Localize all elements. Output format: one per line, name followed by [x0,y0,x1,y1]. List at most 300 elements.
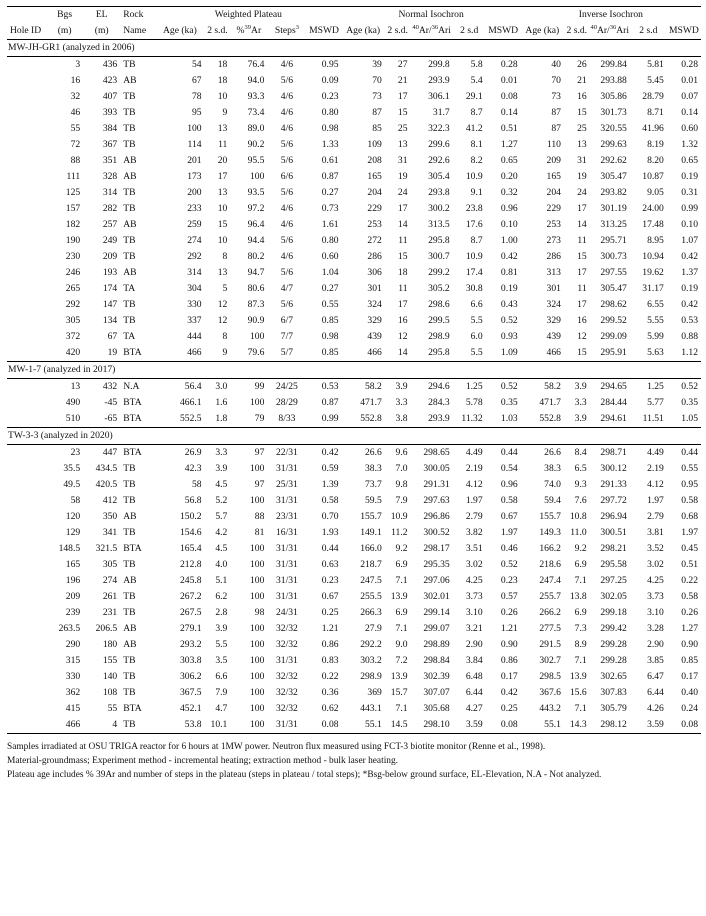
table-row [7,265,701,281]
cell-normal-mswd: 1.97 [500,527,518,538]
cell-normal-ar-ratio: 297.06 [423,575,450,586]
cell-inverse-mswd: 0.99 [681,203,698,214]
cell-inverse-ratio-2sd: 19.62 [642,267,664,278]
cell-normal-mswd: 0.26 [500,607,518,618]
cell-rock-name: TB [123,559,136,570]
cell-inverse-ratio-2sd: 6.55 [647,299,664,310]
cell-inverse-age: 439 [546,331,561,342]
cell-inverse-ratio-2sd: 3.81 [647,527,664,538]
cell-inverse-mswd: 0.68 [681,511,698,522]
cell-normal-ratio-2sd: 2.90 [465,639,483,650]
cell-plateau-age: 279.1 [180,623,202,634]
cell-plateau-steps: 8/33 [278,413,296,424]
cell-inverse-mswd: 1.05 [681,413,698,424]
cell-plateau-age: 267.5 [180,607,202,618]
cell-normal-ar-ratio: 300.7 [428,251,450,262]
cell-inverse-2sd: 3.9 [574,413,587,424]
cell-bgs: 209 [65,591,81,602]
cell-plateau-pct-ar: 73.4 [247,107,265,118]
cell-normal-ratio-2sd: 3.84 [465,655,483,666]
cell-plateau-2sd: 13 [217,267,228,278]
cell-inverse-2sd: 7.1 [574,703,587,714]
cell-inverse-ar-ratio: 298.62 [600,299,627,310]
cell-el: 249 [102,235,118,246]
cell-rock-name: TB [123,591,136,602]
table-row [7,557,701,573]
cell-hole-id [7,153,46,169]
cell-hole-id [7,313,46,329]
cell-plateau-mswd: 0.85 [321,347,339,358]
cell-inverse-ar-ratio: 301.19 [600,203,627,214]
cell-inverse-mswd: 0.22 [681,575,698,586]
cell-inverse-age: 466 [546,347,561,358]
cell-normal-mswd: 0.52 [500,381,518,392]
cell-plateau-steps: 5/6 [280,187,294,198]
cell-inverse-ratio-2sd: 3.59 [630,717,667,734]
cell-rock-name: TB [123,463,136,474]
note-plateau: Plateau age includes % 39Ar and number of steps in the plateau (steps in plateau / total steps); *Bsg-below ground surface, EL-Elevation, N.A - Not analyzed. [7,770,602,780]
cell-plateau-2sd: 6.2 [215,591,228,602]
cell-plateau-mswd: 0.80 [321,235,339,246]
cell-bgs: 466 [46,717,83,734]
cell-normal-ratio-2sd: 3.51 [465,543,483,554]
cell-plateau-age: 466 [187,347,202,358]
cell-inverse-2sd: 12 [577,331,587,342]
cell-normal-ar-ratio: 322.3 [428,123,450,134]
section-header [7,40,701,57]
cell-inverse-ratio-2sd: 4.49 [647,447,664,458]
cell-inverse-age: 277.5 [539,623,561,634]
cell-normal-2sd: 24 [397,187,408,198]
cell-normal-2sd: 31 [397,155,408,166]
cell-plateau-2sd: 5 [222,283,228,294]
cell-normal-ratio-2sd: 3.10 [465,607,483,618]
cell-inverse-ratio-2sd: 8.95 [647,235,664,246]
cell-rock-name: TB [123,107,136,118]
cell-plateau-pct-ar: 89.0 [247,123,265,134]
cell-bgs: 265 [65,283,81,294]
table-row [7,541,701,557]
cell-el: 155 [102,655,118,666]
cell-plateau-steps: 32/32 [276,639,298,650]
cell-plateau-mswd: 1.21 [321,623,339,634]
header-row-1 [7,7,701,24]
cell-normal-ratio-2sd: 17.4 [465,267,483,278]
cell-inverse-ar-ratio: 302.65 [600,671,627,682]
cell-rock-name: TB [123,315,136,326]
cell-plateau-age: 154.6 [180,527,202,538]
cell-inverse-age: 286 [546,251,561,262]
cell-inverse-ar-ratio: 298.12 [590,717,630,734]
cell-inverse-mswd: 0.01 [681,75,698,86]
cell-normal-age: 55.1 [342,717,385,734]
cell-rock-name: TB [120,717,155,734]
cell-normal-mswd: 0.58 [500,495,518,506]
cell-normal-mswd: 0.51 [500,123,518,134]
cell-plateau-steps: 5/6 [280,299,294,310]
cell-inverse-2sd: 8.4 [574,447,587,458]
cell-inverse-ratio-2sd: 2.19 [647,463,664,474]
cell-bgs: 3 [75,59,81,70]
cell-inverse-2sd: 15.6 [569,687,587,698]
cell-inverse-2sd: 3.3 [574,397,587,408]
header-el: EL [83,7,120,24]
cell-normal-mswd: 0.10 [500,219,518,230]
cell-plateau-age: 95 [192,107,202,118]
cell-plateau-2sd: 3.9 [215,623,228,634]
cell-bgs: 125 [65,187,81,198]
cell-plateau-pct-ar: 100 [249,639,265,650]
cell-inverse-2sd: 17 [577,267,587,278]
cell-bgs: 72 [70,139,81,150]
cell-inverse-2sd: 8.9 [574,639,587,650]
header-normal-ar-ratio: $^{40}$Ar/$^{36}$Ari [411,23,453,40]
cell-inverse-2sd: 31 [577,155,587,166]
cell-inverse-ar-ratio: 293.88 [600,75,627,86]
cell-hole-id [7,345,46,362]
cell-inverse-ratio-2sd: 4.26 [647,703,664,714]
cell-plateau-2sd: 6.6 [215,671,228,682]
cell-plateau-steps: 31/31 [276,591,298,602]
cell-inverse-ratio-2sd: 31.17 [642,283,664,294]
cell-inverse-age: 313 [546,267,561,278]
cell-hole-id [7,137,46,153]
cell-inverse-mswd: 0.52 [681,381,698,392]
cell-inverse-ratio-2sd: 6.47 [647,671,664,682]
cell-plateau-mswd: 0.42 [321,447,339,458]
cell-normal-age: 218.7 [360,559,382,570]
cell-normal-2sd: 17 [397,299,408,310]
cell-plateau-steps: 31/31 [276,559,298,570]
cell-plateau-age: 165.4 [180,543,202,554]
cell-plateau-mswd: 0.67 [321,591,339,602]
table-row [7,445,701,462]
cell-rock-name: TB [123,527,136,538]
cell-plateau-2sd: 11 [218,139,228,150]
header-row-2 [7,23,701,40]
table-row [7,345,701,362]
cell-inverse-ar-ratio: 299.09 [600,331,627,342]
cell-rock-name: AB [123,511,137,522]
cell-inverse-ar-ratio: 295.58 [600,559,627,570]
cell-bgs: 510 [65,413,81,424]
cell-hole-id [7,637,46,653]
cell-inverse-ar-ratio: 296.94 [600,511,627,522]
header-normal-mswd: MSWD [486,23,521,40]
cell-plateau-steps: 4/6 [280,251,294,262]
cell-normal-2sd: 19 [397,171,408,182]
cell-normal-age: 471.7 [360,397,382,408]
cell-el: 282 [102,203,118,214]
cell-normal-age: 292.2 [360,639,382,650]
cell-normal-ratio-2sd: 4.49 [465,447,483,458]
cell-plateau-steps: 6/6 [280,171,294,182]
cell-bgs: 330 [65,671,81,682]
cell-normal-age: 466 [367,347,382,358]
cell-bgs: 196 [65,575,81,586]
cell-normal-ratio-2sd: 2.79 [465,511,483,522]
cell-inverse-ar-ratio: 299.52 [600,315,627,326]
cell-plateau-2sd: 10 [217,91,228,102]
cell-normal-2sd: 13.9 [390,671,408,682]
cell-inverse-2sd: 7.3 [574,623,587,634]
cell-normal-mswd: 0.67 [500,511,518,522]
cell-hole-id [7,461,46,477]
cell-plateau-steps: 6/7 [280,315,294,326]
cell-el: 447 [102,447,118,458]
cell-inverse-mswd: 0.31 [681,187,698,198]
cell-inverse-age: 209 [546,155,561,166]
cell-plateau-mswd: 0.61 [321,155,339,166]
cell-normal-age: 166.0 [360,543,382,554]
cell-plateau-steps: 7/7 [280,331,294,342]
cell-normal-age: 272 [367,235,382,246]
cell-normal-mswd: 1.27 [500,139,518,150]
cell-hole-id [7,57,46,74]
cell-bgs: 148.5 [58,543,81,554]
table-row [7,57,701,74]
cell-inverse-age: 302.7 [539,655,561,666]
cell-normal-ratio-2sd: 6.0 [470,331,483,342]
cell-rock-name: TB [123,139,136,150]
cell-hole-id [7,445,46,462]
header-normal-2sd: 2 s.d. [385,23,411,40]
cell-normal-mswd: 0.52 [500,559,518,570]
cell-plateau-steps: 31/31 [276,575,298,586]
header-normal-isochron: Normal Isochron [342,7,521,24]
cell-plateau-age: 267.2 [180,591,202,602]
cell-plateau-pct-ar: 100 [249,591,265,602]
cell-plateau-2sd: 15 [217,219,228,230]
cell-inverse-age: 253 [546,219,561,230]
cell-inverse-2sd: 13 [577,139,587,150]
cell-plateau-age: 444 [187,331,202,342]
cell-plateau-age: 56.4 [184,381,202,392]
cell-normal-mswd: 0.35 [500,397,518,408]
cell-plateau-mswd: 0.83 [321,655,339,666]
cell-rock-name: AB [123,267,137,278]
cell-normal-ar-ratio: 299.07 [423,623,450,634]
cell-normal-2sd: 3.3 [395,397,408,408]
cell-normal-mswd: 0.42 [500,251,518,262]
cell-plateau-age: 200 [187,187,202,198]
cell-el: -45 [104,397,118,408]
cell-plateau-pct-ar: 100 [249,171,265,182]
cell-rock-name: TB [123,123,136,134]
cell-normal-ratio-2sd: 4.25 [465,575,483,586]
cell-normal-age: 39 [372,59,382,70]
cell-plateau-mswd: 0.36 [321,687,339,698]
cell-plateau-pct-ar: 100 [230,717,267,734]
cell-normal-2sd: 7.1 [395,703,408,714]
cell-plateau-age: 78 [192,91,202,102]
table-row [7,233,701,249]
cell-inverse-ar-ratio: 301.73 [600,107,627,118]
cell-inverse-mswd: 1.97 [681,527,698,538]
note-irradiation: Samples irradiated at OSU TRIGA reactor for 6 hours at 1MW power. Neutron flux measured using FCT-3 biotite monitor (Renne et al., 1998). [7,742,546,752]
cell-inverse-ar-ratio: 298.21 [600,543,627,554]
cell-bgs: 239 [65,607,81,618]
cell-inverse-2sd: 6.9 [574,559,587,570]
cell-inverse-ratio-2sd: 41.96 [642,123,664,134]
cell-normal-age: 443.1 [360,703,382,714]
cell-normal-age: 26.6 [364,447,382,458]
cell-inverse-ar-ratio: 299.84 [600,59,627,70]
cell-hole-id [7,541,46,557]
cell-normal-ratio-2sd: 5.5 [470,347,483,358]
cell-plateau-pct-ar: 90.9 [247,315,265,326]
cell-normal-ratio-2sd: 9.1 [470,187,483,198]
cell-hole-id [7,217,46,233]
cell-inverse-2sd: 7.6 [574,495,587,506]
table-row [7,461,701,477]
cell-plateau-age: 53.8 [155,717,204,734]
cell-inverse-ar-ratio: 298.71 [600,447,627,458]
cell-bgs: 190 [65,235,81,246]
cell-inverse-mswd: 0.58 [681,591,698,602]
cell-plateau-2sd: 3.0 [215,381,228,392]
cell-plateau-2sd: 5.7 [215,511,228,522]
cell-inverse-2sd: 9.3 [574,479,587,490]
cell-normal-2sd: 15.7 [390,687,408,698]
cell-plateau-2sd: 7.9 [215,687,228,698]
cell-normal-2sd: 7.1 [395,575,408,586]
cell-normal-ar-ratio: 305.4 [428,171,450,182]
cell-normal-age: 204 [367,187,382,198]
cell-plateau-pct-ar: 96.4 [247,219,265,230]
cell-inverse-age: 301 [546,283,561,294]
cell-normal-ar-ratio: 299.8 [428,59,450,70]
cell-plateau-steps: 31/31 [276,543,298,554]
cell-normal-ratio-2sd: 8.2 [470,155,483,166]
cell-inverse-age: 291.5 [539,639,561,650]
cell-normal-mswd: 0.01 [500,75,518,86]
cell-el: 407 [102,91,118,102]
cell-normal-ar-ratio: 305.2 [428,283,450,294]
cell-plateau-mswd: 0.59 [321,463,339,474]
cell-inverse-ar-ratio: 302.05 [600,591,627,602]
cell-inverse-2sd: 10.8 [569,511,587,522]
cell-normal-age: 255.5 [360,591,382,602]
table-row [7,297,701,313]
table-row [7,73,701,89]
cell-inverse-age: 87 [551,107,561,118]
cell-normal-ratio-2sd: 6.48 [465,671,483,682]
cell-normal-2sd: 7.9 [395,495,408,506]
cell-normal-ratio-2sd: 41.2 [465,123,483,134]
cell-normal-2sd: 14 [397,347,408,358]
cell-plateau-2sd: 18 [217,75,228,86]
header-inverse-age: Age (ka) [521,23,564,40]
cell-el: 231 [102,607,118,618]
cell-inverse-ratio-2sd: 17.48 [642,219,664,230]
table-row [7,605,701,621]
header-bgs-unit: (m) [46,23,83,40]
header-inverse-mswd: MSWD [667,23,701,40]
cell-plateau-steps: 31/31 [267,717,306,734]
cell-normal-2sd: 21 [397,75,408,86]
cell-inverse-ratio-2sd: 5.77 [647,397,664,408]
header-normal-age: Age (ka) [342,23,385,40]
cell-hole-id [7,589,46,605]
cell-hole-id [7,201,46,217]
cell-normal-2sd: 3.9 [395,381,408,392]
cell-normal-2sd: 17 [397,203,408,214]
cell-plateau-2sd: 1.6 [215,397,228,408]
cell-bgs: 35.5 [63,463,81,474]
cell-bgs: 129 [65,527,81,538]
cell-plateau-pct-ar: 100 [249,623,265,634]
cell-inverse-age: 273 [546,235,561,246]
cell-normal-age: 85 [372,123,382,134]
cell-normal-ratio-2sd: 29.1 [465,91,483,102]
cell-normal-ratio-2sd: 3.73 [465,591,483,602]
cell-plateau-age: 337 [187,315,202,326]
cell-normal-mswd: 0.65 [500,155,518,166]
cell-inverse-age: 73 [551,91,561,102]
cell-plateau-mswd: 0.58 [321,495,339,506]
cell-normal-ar-ratio: 300.52 [423,527,450,538]
cell-rock-name: TB [123,299,136,310]
cell-bgs: 120 [65,511,81,522]
table-row [7,201,701,217]
cell-plateau-pct-ar: 97 [254,479,265,490]
cell-el: 412 [102,495,118,506]
table-row [7,121,701,137]
header-plateau-2sd: 2 s.d. [205,23,231,40]
cell-rock-name: TB [123,251,136,262]
cell-inverse-ar-ratio: 297.72 [600,495,627,506]
cell-normal-ratio-2sd: 10.9 [465,171,483,182]
cell-normal-ar-ratio: 298.17 [423,543,450,554]
cell-normal-age: 149.1 [360,527,382,538]
cell-plateau-mswd: 1.61 [321,219,339,230]
cell-plateau-pct-ar: 99 [254,381,265,392]
cell-inverse-mswd: 0.90 [681,639,698,650]
cell-plateau-age: 314 [187,267,202,278]
cell-rock-name: TB [123,235,136,246]
cell-plateau-age: 466.1 [180,397,202,408]
cell-el: 193 [102,267,118,278]
cell-normal-mswd: 0.44 [500,447,518,458]
cell-normal-2sd: 13 [397,139,408,150]
cell-plateau-steps: 4/6 [280,107,294,118]
cell-plateau-steps: 25/31 [276,479,298,490]
cell-inverse-mswd: 1.12 [681,347,698,358]
cell-inverse-ar-ratio: 293.82 [600,187,627,198]
cell-bgs: 46 [70,107,81,118]
cell-plateau-pct-ar: 79.6 [247,347,265,358]
cell-normal-ar-ratio: 300.05 [423,463,450,474]
cell-plateau-2sd: 10 [217,235,228,246]
cell-plateau-2sd: 13 [217,187,228,198]
cell-inverse-age: 26.6 [544,447,561,458]
cell-inverse-ar-ratio: 292.62 [600,155,627,166]
cell-inverse-ratio-2sd: 10.94 [642,251,664,262]
cell-plateau-mswd: 0.86 [321,639,339,650]
cell-inverse-age: 74.0 [544,479,561,490]
cell-normal-ratio-2sd: 17.6 [465,219,483,230]
cell-normal-ratio-2sd: 4.27 [465,703,483,714]
cell-normal-2sd: 7.0 [395,463,408,474]
cell-rock-name: BTA [123,347,142,358]
cell-inverse-2sd: 26 [577,59,587,70]
cell-plateau-2sd: 5.1 [215,575,228,586]
cell-hole-id [7,557,46,573]
cell-rock-name: TB [123,479,136,490]
table-row [7,637,701,653]
cell-plateau-pct-ar: 80.6 [247,283,265,294]
